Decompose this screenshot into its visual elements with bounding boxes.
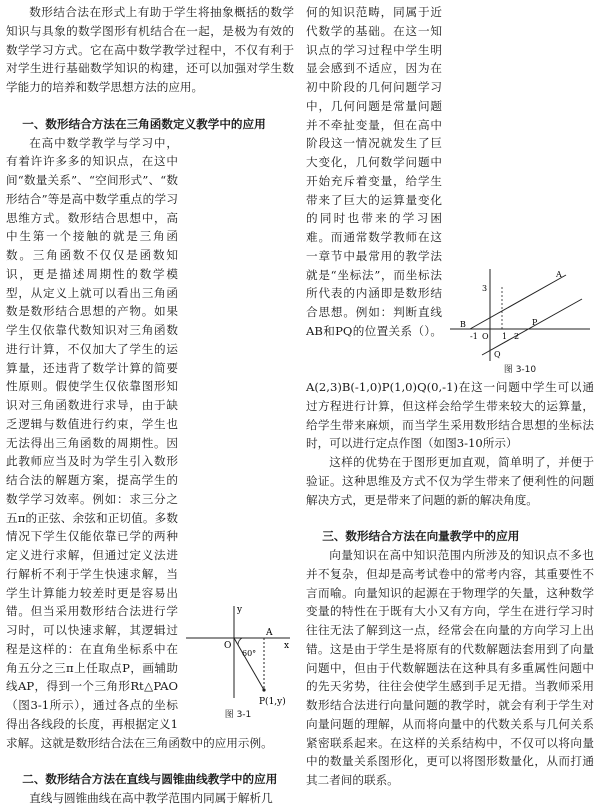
section2-paragraph-start: 直线与圆锥曲线在高中教学范围内同属于解析几 [29, 791, 273, 805]
fig31-x-label: x [284, 640, 290, 651]
section2-paragraph-continued: 何的知识范畴，同属于近代数学的基础。在这一知识点的学习过程中学生明显会感到不适应，因为在初中阶段的几何问题学习中，几何问题是常量问题并不牵扯变量，但在高中阶段这一情况就发生了巨大变化，几何数学问题中开始充斥着变量，给学生带来了巨大的运算量变化的同时也带来的学习困难。而通常数学教师在这一章节中最常用的教学法就是“坐标法”，而坐标法所代表的内涵即是数形结合思想。例如：判断直线AB和PQ的位置关系（）。A(2,3)B(-1,0)P(1,0)Q(0,-1)在这一问题中学生可以通过方程进行计算，但这样会给学生带来较大的运算量，给学生带来麻烦，而当学生采用数形结合思想的坐标法时，可以进行定点作图（如图3-10所示） [306, 5, 594, 451]
fig310-tick-neg1: -1 [470, 332, 478, 341]
fig31-a-label: A [266, 627, 273, 638]
fig31-y-label: y [237, 604, 243, 615]
section2-paragraph-conclusion: 这样的优势在于图形更加直观，简单明了，并便于验证。这种思维及方式不仅为学生带来了便利性的问题解决方式，更是带来了问题的新的解决角度。 [306, 455, 594, 507]
fig310-o-label: O [482, 332, 489, 341]
figure-3-10-caption: 图 3-10 [503, 365, 537, 375]
fig310-tick-3: 3 [482, 284, 488, 293]
fig310-a-label: A [556, 270, 562, 279]
fig310-p-label: P [532, 318, 538, 327]
section3-paragraph: 向量知识在高中知识范围内所涉及的知识点不多也并不复杂，但却是高考试卷中的常考内容，其重要性不言而喻。向量知识的起源在于物理学的矢量，这种数学变量的特性在于既有大小又有方向，学生在进行学习时往往无法了解到这一点，经常会在向量的方向学习上出错。这是由于学生是将原有的代数解题法套用到了向量问题中，但由于代数解题法在这种具有多重属性问题中的先天劣势，往往会使学生感到手足无措。当教师采用数形结合法进行向量问题的教学时，就会有利于学生对向量问题的理解，从而将向量中的代数关系与几何关系紧密联系起来。在这样的关系结构中，不仅可以将向量中的数量关系图形化，更可以将图形数量化，从而打通其二者间的联系。 [306, 548, 594, 787]
fig310-q-label: Q [494, 350, 501, 359]
section1-heading: 一、数形结合方法在三角函数定义教学中的应用 [22, 116, 266, 131]
fig310-tick-1: 1 [502, 332, 508, 341]
figure-3-1-graph [182, 602, 294, 710]
fig310-b-label: B [460, 320, 466, 329]
figure-3-1-caption: 图 3-1 [224, 709, 252, 720]
fig310-tick-2: 2 [514, 332, 520, 341]
section2-heading: 二、数形结合方法在直线与圆锥曲线教学中的应用 [22, 772, 278, 787]
fig31-o-label: O [224, 640, 232, 651]
figure-3-10 [446, 265, 594, 376]
figure-3-10-graph [446, 265, 594, 365]
section3-heading: 三、数形结合方法在向量教学中的应用 [322, 529, 520, 544]
fig31-p-label: P(1,y) [259, 696, 286, 707]
right-column [306, 3, 594, 790]
section1-paragraph: 在高中数学教学与学习中，有着许许多多的知识点，在这中间“数量关系”、“空间形式”、“数形结合”等是高中数学重点的学习思维方式。数形结合思想中，高中生第一个接触的就是三角函数。三角函数不仅仅是函数知识，更是描述周期性的数学模型，从定义上就可以看出三角函数是数形结合思想的产物。如果学生仅依靠代数知识对三角函数进行计算，不仅加大了学生的运算量，还违背了数学计算的简要性原则。假使学生仅依靠图形知识对三角函数进行求导，由于缺乏逻辑与数值进行约束，学生也无法得出三角函数的周期性。因此教师应当及时为学生引入数形结合法的解题方案，提高学生的数学学习效率。例如：求三分之五π的正弦、余弦和正切值。多数情况下学生仅能依靠已学的两种定义进行求解，但通过定义法进行解析不利于学生快速求解，当学生计算能力较差时更是容易出错。但当采用数形结合法进行学习时，可以快速求解，其逻辑过程是这样的：在直角坐标系中在角五分之三π上任取点P，画辅助线AP，得到一个三角形Rt△PAO（图3-1所示），通过各点的坐标得出各线段的长度，再根据定义1求解。这就是数形结合法在三角函数中的应用示例。 [6, 135, 273, 750]
intro-paragraph: 数形结合法在形式上有助于学生将抽象概括的数学知识与具象的数学图形有机结合在一起，是极为有效的数学学习方式。它在高中数学教学过程中，不仅有利于对学生进行基础数学知识的构建，还可以加强对学生数学能力的培养和数学思想方法的应用。 [6, 5, 294, 94]
left-column [6, 3, 294, 808]
fig31-angle-label: 60° [242, 648, 257, 658]
figure-3-1 [182, 602, 294, 721]
